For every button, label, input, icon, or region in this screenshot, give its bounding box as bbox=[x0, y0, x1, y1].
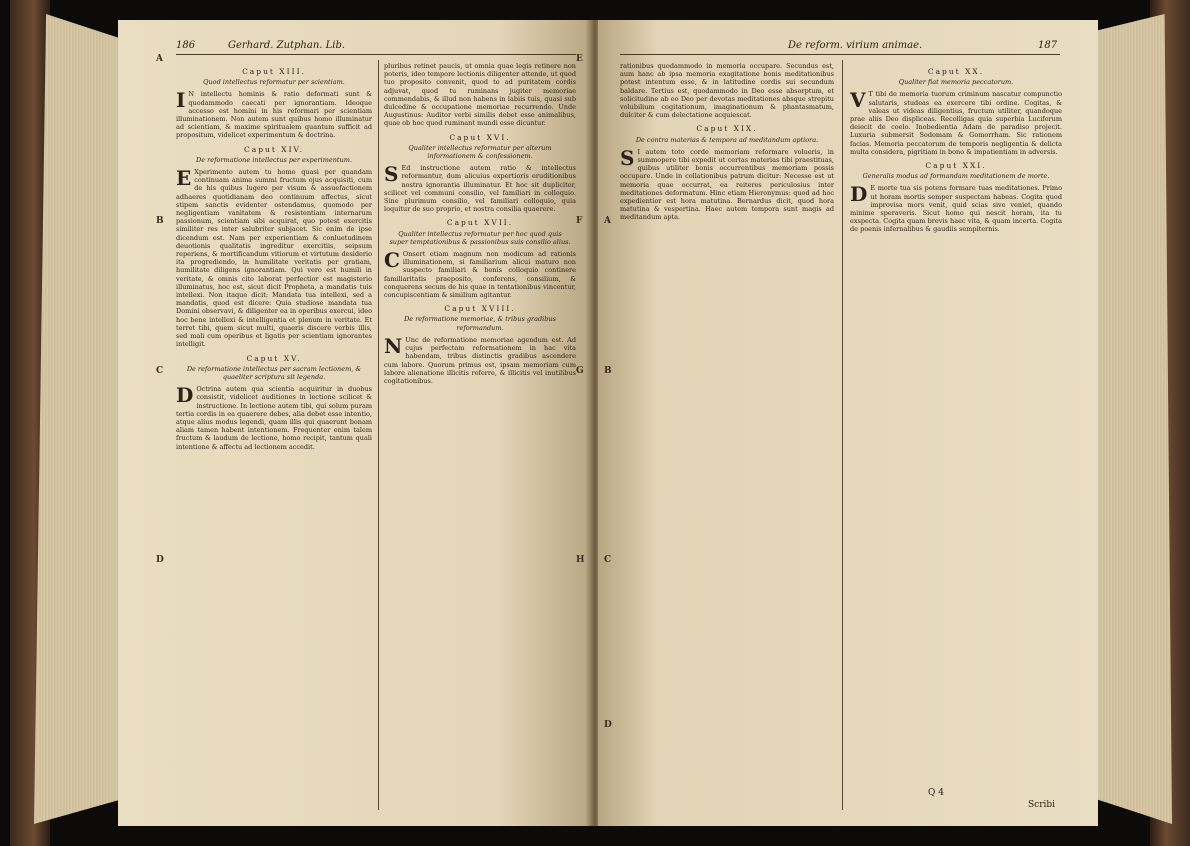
drop-capital: C bbox=[384, 248, 400, 273]
chapter-title: Qualiter fiat memoria peccatorum. bbox=[898, 78, 1014, 87]
paragraph-text: Xperimento autem tu homo quasi per quandam continuam anima summi fructum ejus acquisiti, cum de his quibus lugere per visum & assuefactionem adhaeres quotidianam deo continuum affectus, sicut stipem sanctis evidenter ostendamus, quomodo per negligentiam vanitatem & resistentiam internarum passionum, scientiam sibi acquirat, quo potest exercitis similiter res inter salubriter subjacet. Sic enim de ipse dicendum est. Nam per experientiam & conluetudinem deuotionis qualitatis ingreditur exercitiis, seipsum reperiens, & mortificandum vitiorum et virtutum desiderio ita progrediendo, in humilitate veritatis per gratiam, humilitate diligens ignorantiam. Qui vero est humili in veritate, & omnis cito laborat perfectior est magisterio illuminatus, hoc est, sicut dicit Propheta, a mandatis tuis intellexi. Non itaque dicit: Mandata tua intellexi, sed a mandatis, quod est dicere: Quia studiose mandata tua Domini observavi, & diligenter ea in operibus exercui, ideo hoc bene intellexi & intelligentia et plenum in veritate. Et terret tibi, quem sicut multi, quaeris discere verbis illis, sed mali cum operibus et ligatis per scientiam ignorantes intelligit. bbox=[176, 168, 372, 349]
chapter-heading: Caput XVI. bbox=[449, 132, 511, 142]
margin-letter: G bbox=[576, 366, 584, 376]
body-paragraph bbox=[176, 168, 372, 348]
drop-capital: N bbox=[384, 333, 403, 358]
running-title: De reform. virium animae. bbox=[788, 40, 923, 51]
drop-capital: D bbox=[176, 383, 194, 408]
catchword: Scribi bbox=[1028, 800, 1056, 810]
chapter-title: De reformatione memoriae, & tribus gradibus reformandum. bbox=[404, 315, 556, 332]
column-divider bbox=[378, 60, 379, 810]
drop-capital: S bbox=[620, 145, 635, 170]
paragraph-text: E morte tua sis potens formare tuas meditationes. Primo ut horam mortis semper suspectam habeas. Cogita quod improvisa mors venit, quid scias sive veniet, quando minime speraveris. Sicut homo qui nescit horam, ita tu exspecta. Cogita quam brevis haec vita, & quam incerta. Cogita de poenis infernalibus & gaudiis sempiternis. bbox=[850, 184, 1062, 234]
body-paragraph bbox=[384, 164, 576, 213]
drop-capital: S bbox=[384, 162, 399, 187]
paragraph-text: Onsert etiam magnum non modicum ad rationis illuminationem, si familiarium alicui maturo non suspecto familiari & bonis colloquio continere familiaritatis praeposito, conferens, consilium, & conquerens secum de his quae in tentationibus vincentur, concupiscentiam & similium agitantur. bbox=[384, 250, 576, 300]
paragraph-text: Octrina autem qua scientia acquiritur in duobus consistit, videlicet auditiones in lectione scilicet & instructione. In lectione autem tibi, qui solum puram tertia cordis in ea quaerere debes, alia debet esse intentio, atque alius modus legendi, quam illis qui quaerunt bonam aliam tamen habent intentionem. Frequenter enim talem fructum & laudum de lectione, homo recipit, tantum quali intentione & affectu ad lectionem accedit. bbox=[176, 385, 372, 451]
chapter-title: Qualiter intellectus reformatur per alterum informationem & confessionem. bbox=[408, 143, 552, 161]
chapter-title: De contra materias & tempora ad meditandum aptiora. bbox=[635, 135, 819, 144]
paragraph-text: Ed instructione autem ratio & intellectus reformantur, dum alicuius expertioris eruditionibus nostra ignorantia illuminatur. Et hoc sit dupliciter, scilicet vel communi consilio, vel familiari in colloquio. Sine plurimum consilio, vel familiari colloquio, quia loquitur de suo proprio, et nostra consilia quaerere. bbox=[384, 164, 576, 214]
body-paragraph bbox=[850, 90, 1062, 156]
header-rule bbox=[620, 54, 1060, 55]
page-block-left bbox=[34, 14, 120, 824]
paragraph-text: T tibi de memoria tuorum criminum nascatur compunctio salutaris, studeas ea exercere tibi ordine. Cogitas, & valeas ut videas diligentius, fructum utiliter, quandoque prae aliis Deo displiceas. Recolligas quia superbia Luciferum deiecit de coelo. Inobedientia Adam de paradiso projecit. Luxuria submersit Sodomam & Gomorrham. Sic rationem facias. Memoria peccatorum de temporis negligentia & delicta multa considera, pigritiam in bono & impatientiam in adversis. bbox=[850, 90, 1062, 156]
paragraph-text: N intellectu hominis & ratio deformati sunt & quodammodo caecati per ignorantiam. Ideoque accesso est homini in his reformari per scientiam illuminationem. Non autem sunt quibus homo illuminatur ad scientiam, & maxime spiritualem quantum sufficit ad propositum, videlicet experimentum & doctrina. bbox=[176, 90, 372, 140]
margin-letter: E bbox=[576, 54, 583, 64]
chapter-title: Generalis modus ad formandam meditationem de morte. bbox=[862, 172, 1050, 181]
margin-letter: D bbox=[156, 555, 164, 565]
margin-letter: A bbox=[604, 216, 611, 226]
body-paragraph bbox=[176, 90, 372, 139]
paragraph-text: I autem toto corde memoriam reformare volueris, in summopere tibi expedit ut certas materias tibi praestituas, quibus utiliter bonis occurrentibus memoriam possis occupare. Unde in collationibus patrum dicitur: Necesse est ut memoria quae occurrat, ea reiteres periculosius inter meditationes deformatum. Hinc etiam Hieronymus: quod ad hoc expedientior est hora matutina. Bernardus dicit, quod hora matutina & vespertina. Haec autem tempora sunt magis ad meditandum apta. bbox=[620, 147, 834, 222]
paragraph-text: rationibus quodammodo in memoria occupare. Secundus est, aum hanc ab ipsa memoria exagitatione bonis meditationibus potest intentum esse, & in latitudine cordis sui secundum baldare. Tertius est, quodammodo in Deo esse absorptum, et solicitudine ab eo Deo per devotas meditationes absque strepitu volubilium cogitationum, imaginationum & phantasmatum, dulciter & cum delectatione acquiescat. bbox=[620, 62, 834, 120]
body-paragraph bbox=[620, 145, 834, 222]
chapter-title: Quod intellectus reformatur per scientiam. bbox=[203, 78, 345, 87]
margin-letter: H bbox=[576, 555, 585, 565]
header-rule bbox=[176, 54, 576, 55]
margin-letter: C bbox=[604, 555, 612, 565]
column-divider bbox=[842, 60, 843, 810]
right-page bbox=[598, 20, 1098, 826]
paragraph-text: pluribus retinet paucis, ut omnia quae legis retinere non poteris, ideo tempore lectionis diligenter attende, ut quod tuo proposito convenit, quod te ad puritatem cordis adjuvat, quod tu ruminans jugiter memoriae commendabis, & illud non habens in labiis tuis, quasi sub dulcedine & occupatione memoriae recurrendo. Unde Augustinus: Auditor verbi similis debet esse animalibus, quae ob hoc quod ruminant mundi esse dicuntur. bbox=[384, 62, 576, 128]
signature-mark: Q 4 bbox=[928, 788, 944, 798]
margin-letter: C bbox=[156, 366, 164, 376]
margin-letter: B bbox=[604, 366, 612, 376]
chapter-heading: Caput XIX. bbox=[696, 124, 758, 134]
chapter-title: Qualiter intellectus reformatur per hoc quod quis super temptationibus & passionibus suis consilio alius. bbox=[389, 229, 571, 246]
drop-capital: E bbox=[176, 166, 192, 191]
chapter-title: De reformatione intellectus per sacram lectionem, & quaeliter scriptura sit legenda. bbox=[186, 364, 362, 381]
margin-letter: F bbox=[576, 216, 583, 226]
chapter-heading: Caput XV. bbox=[246, 353, 302, 363]
body-paragraph bbox=[850, 184, 1062, 233]
page-block-right bbox=[1098, 14, 1172, 824]
body-paragraph bbox=[384, 250, 576, 299]
margin-letter: D bbox=[604, 720, 612, 730]
body-paragraph bbox=[384, 333, 576, 385]
margin-letter: A bbox=[156, 54, 163, 64]
running-title: Gerhard. Zutphan. Lib. bbox=[228, 40, 346, 51]
drop-capital: V bbox=[850, 88, 866, 113]
drop-capital: D bbox=[850, 182, 868, 207]
chapter-heading: Caput XIII. bbox=[242, 67, 306, 76]
body-paragraph bbox=[620, 62, 834, 119]
chapter-heading: Caput XVIII. bbox=[444, 304, 516, 314]
chapter-heading: Caput XVII. bbox=[446, 218, 514, 228]
chapter-heading: Caput XIV. bbox=[243, 144, 305, 154]
body-paragraph bbox=[384, 62, 576, 128]
left-page bbox=[118, 20, 592, 826]
right-column-2 bbox=[850, 62, 1062, 236]
chapter-heading: Caput XX. bbox=[927, 67, 985, 76]
drop-capital: I bbox=[176, 88, 186, 113]
page-number: 187 bbox=[1038, 40, 1058, 51]
chapter-heading: Caput XXI. bbox=[925, 161, 987, 171]
page-number: 186 bbox=[176, 40, 196, 51]
right-column-1 bbox=[620, 62, 834, 224]
left-column-2 bbox=[384, 62, 576, 387]
chapter-title: De reformatione intellectus per experimentum. bbox=[196, 155, 352, 164]
margin-letter: B bbox=[156, 216, 164, 226]
paragraph-text: Unc de reformatione memoriae agendum est. Ad cujus perfectam reformationem in hac vita habendam, tribus distinctis gradibus ascendere cum labore. Quorum primus est, ipsam memoriam cum labore alienatione illicitis referre, & illicitis vel inutilibus cogitationibus. bbox=[384, 335, 576, 385]
left-column-1 bbox=[176, 62, 372, 453]
body-paragraph bbox=[176, 385, 372, 451]
